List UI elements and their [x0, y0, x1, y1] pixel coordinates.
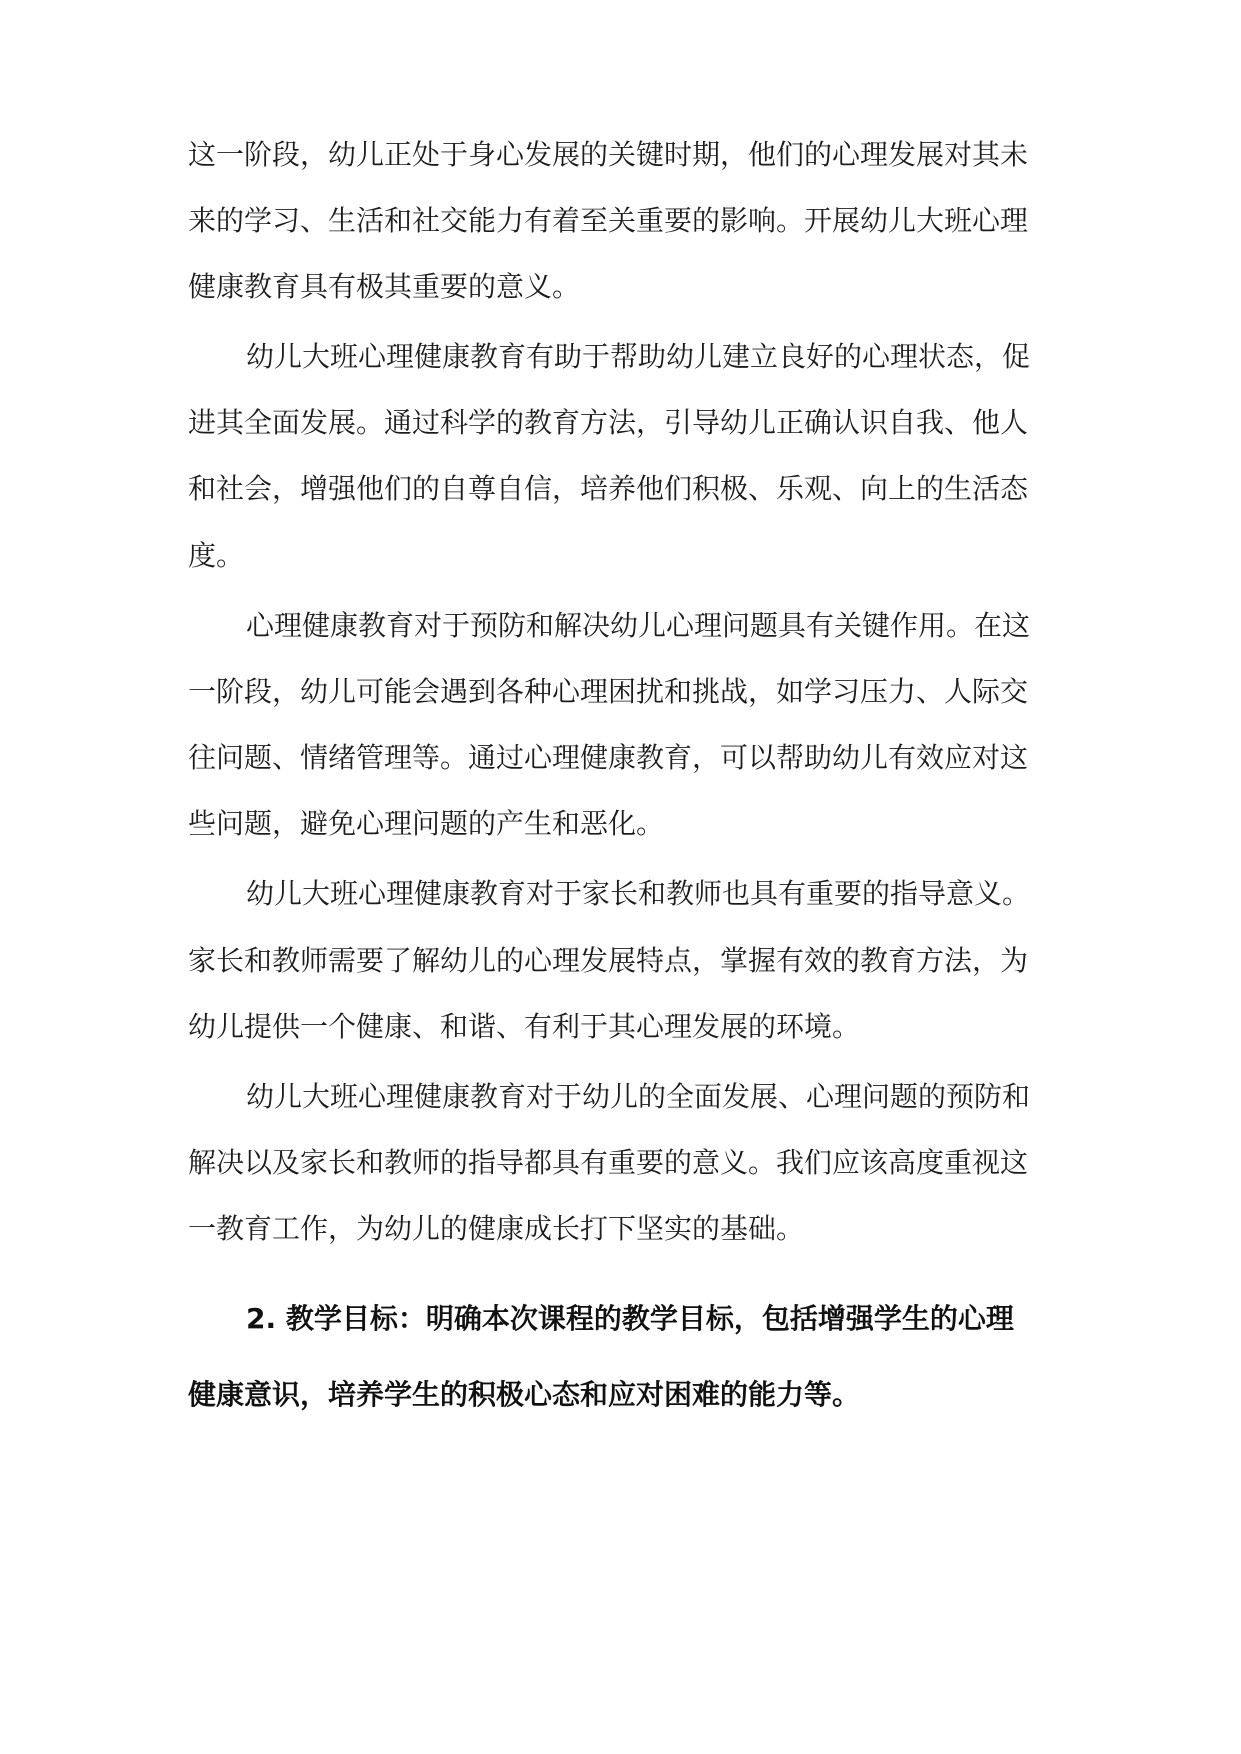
text-line: 健康教育具有极其重要的意义。	[188, 270, 581, 303]
text-line: 一教育工作，为幼儿的健康成长打下坚实的基础。	[188, 1212, 805, 1245]
text-line: 家长和教师需要了解幼儿的心理发展特点，掌握有效的教育方法，为	[188, 944, 1029, 977]
text-line: 解决以及家长和教师的指导都具有重要的意义。我们应该高度重视这	[188, 1146, 1029, 1179]
section-heading-line: 健康意识，培养学生的积极心态和应对困难的能力等。	[188, 1378, 861, 1411]
text-line: 幼儿大班心理健康教育对于幼儿的全面发展、心理问题的预防和	[246, 1080, 1031, 1113]
text-line: 和社会，增强他们的自尊自信，培养他们积极、乐观、向上的生活态	[188, 472, 1029, 505]
text-line: 度。	[188, 539, 245, 572]
text-line: 幼儿大班心理健康教育对于家长和教师也具有重要的指导意义。	[246, 877, 1031, 910]
text-line: 这一阶段，幼儿正处于身心发展的关键时期，他们的心理发展对其未	[188, 138, 1029, 171]
text-line: 一阶段，幼儿可能会遇到各种心理困扰和挑战，如学习压力、人际交	[188, 675, 1029, 708]
text-line: 幼儿提供一个健康、和谐、有利于其心理发展的环境。	[188, 1010, 861, 1043]
text-line: 进其全面发展。通过科学的教育方法，引导幼儿正确认识自我、他人	[188, 406, 1029, 439]
section-heading-line: 2. 教学目标：明确本次课程的教学目标，包括增强学生的心理	[246, 1302, 1014, 1335]
text-line: 些问题，避免心理问题的产生和恶化。	[188, 807, 665, 840]
text-line: 来的学习、生活和社交能力有着至关重要的影响。开展幼儿大班心理	[188, 204, 1029, 237]
text-line: 往问题、情绪管理等。通过心理健康教育，可以帮助幼儿有效应对这	[188, 741, 1029, 774]
text-line: 幼儿大班心理健康教育有助于帮助幼儿建立良好的心理状态，促	[246, 340, 1031, 373]
text-line: 心理健康教育对于预防和解决幼儿心理问题具有关键作用。在这	[246, 609, 1031, 642]
